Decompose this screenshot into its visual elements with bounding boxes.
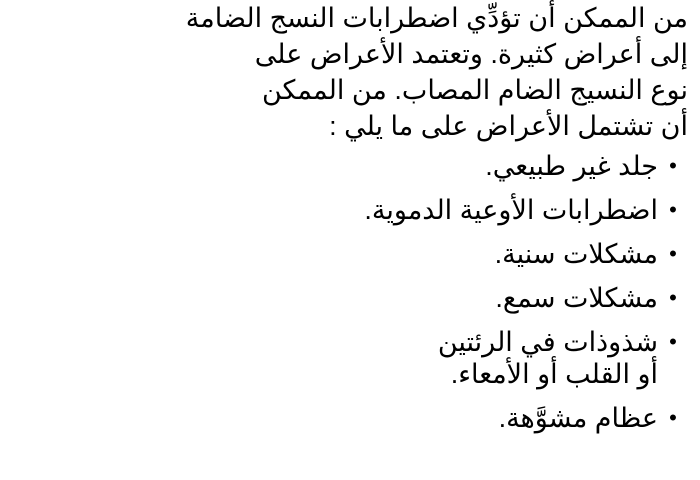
list-item-text: شذوذات في الرئتين [437,327,658,357]
list-item [168,194,677,226]
intro-line: من الممكن أن تؤدِّي اضطرابات النسج الضامة [185,3,688,33]
document-body [168,0,688,446]
intro-paragraph [168,0,688,144]
list-item [168,150,677,182]
list-item [168,402,677,434]
bullet-icon: • [669,241,677,266]
list-item [168,326,677,390]
list-item-text: عظام مشوَّهة. [498,403,658,433]
intro-line: إلى أعراض كثيرة. وتعتمد الأعراض على [254,39,688,69]
bullet-icon: • [669,153,677,178]
intro-line: أن تشتمل الأعراض على ما يلي : [329,111,688,141]
list-item-text: مشكلات سنية. [494,239,658,269]
list-item [168,282,677,314]
list-item-text: جلد غير طبيعي. [485,151,658,181]
list-item [168,238,677,270]
list-item-text: اضطرابات الأوعية الدموية. [364,195,658,225]
bullet-icon: • [669,285,677,310]
bullet-icon: • [669,329,677,354]
list-item-text: مشكلات سمع. [495,283,658,313]
intro-line: نوع النسيج الضام المصاب. من الممكن [261,75,688,105]
bullet-icon: • [669,405,677,430]
list-item-text-continued: أو القلب أو الأمعاء. [450,359,658,389]
symptom-list [168,150,688,434]
bullet-icon: • [669,197,677,222]
